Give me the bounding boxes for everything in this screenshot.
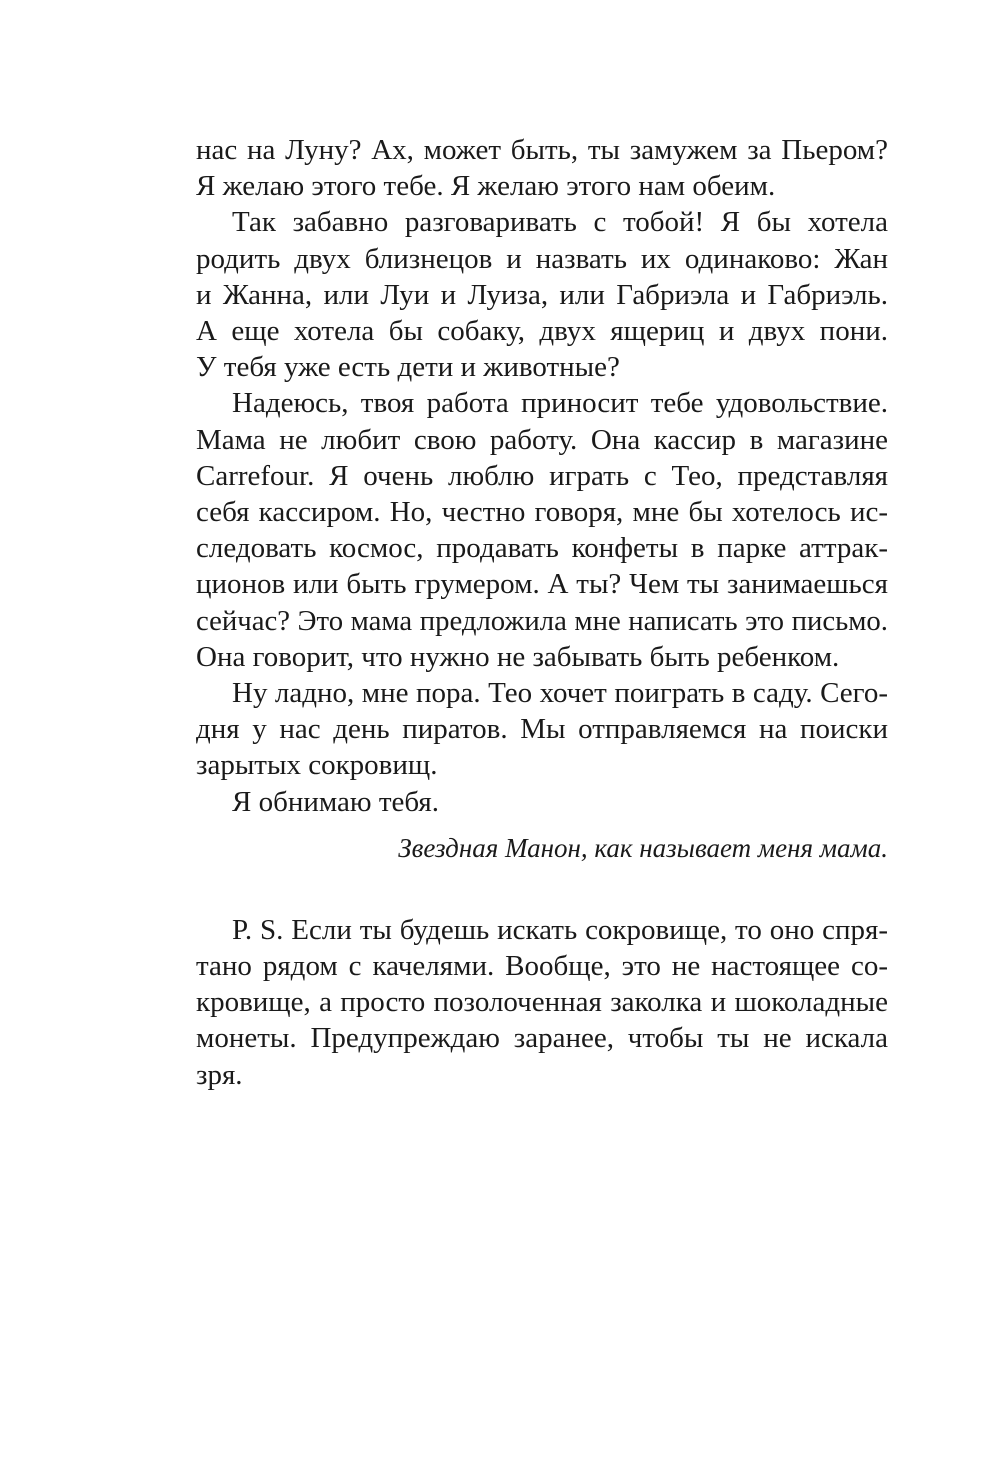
text-line: зарытых сокровищ. [196, 749, 438, 782]
text-line: Она говорит, что нужно не забывать быть ребенком. [196, 640, 840, 673]
paragraph-4 [196, 675, 888, 784]
text-line: А еще хотела бы собаку, двух ящериц и двух пони. [196, 315, 888, 348]
text-line: себя кассиром. Но, честно говоря, мне бы хотелось ис- [196, 496, 888, 529]
text-line: У тебя уже есть дети и животные? [196, 351, 620, 384]
postscript [196, 912, 888, 1093]
text-line: тано рядом с качелями. Вообще, это не настоящее со- [196, 950, 888, 983]
letter-text [196, 132, 888, 1093]
signature: Звездная Манон, как называет меня мама. [398, 832, 888, 863]
text-line: Ну ладно, мне пора. Тео хочет поиграть в саду. Сего- [232, 677, 888, 710]
text-line: дня у нас день пиратов. Мы отправляемся на поиски [196, 713, 888, 746]
text-line: Надеюсь, твоя работа приносит тебе удовольствие. [232, 387, 888, 420]
text-line: P. S. Если ты будешь искать сокровище, то оно спря- [232, 913, 888, 946]
text-line: следовать космос, продавать конфеты в парке аттрак- [196, 532, 888, 565]
text-line: Так забавно разговаривать с тобой! Я бы хотела [232, 206, 888, 239]
text-line: сейчас? Это мама предложила мне написать это письмо. [196, 604, 888, 637]
text-line: Я обнимаю тебя. [232, 785, 439, 818]
text-line: кровище, а просто позолоченная заколка и шоколадные [196, 986, 888, 1019]
text-line: зря. [196, 1058, 243, 1091]
text-line: и Жанна, или Луи и Луиза, или Габриэла и Габриэль. [196, 278, 888, 311]
paragraph-5 [196, 784, 888, 820]
text-line: Carrefour. Я очень люблю играть с Тео, представляя [196, 459, 888, 492]
text-line: монеты. Предупреждаю заранее, чтобы ты не искала [196, 1022, 888, 1055]
paragraph-3 [196, 385, 888, 675]
text-line: Мама не любит свою работу. Она кассир в магазине [196, 423, 888, 456]
text-line: ционов или быть грумером. А ты? Чем ты занимаешься [196, 568, 888, 601]
paragraph-2 [196, 204, 888, 385]
text-line: родить двух близнецов и назвать их одинаково: Жан [196, 242, 888, 275]
paragraph-1 [196, 132, 888, 204]
text-line: Я желаю этого тебе. Я желаю этого нам обеим. [196, 170, 776, 203]
text-line: нас на Луну? Ах, может быть, ты замужем за Пьером? [196, 134, 888, 166]
